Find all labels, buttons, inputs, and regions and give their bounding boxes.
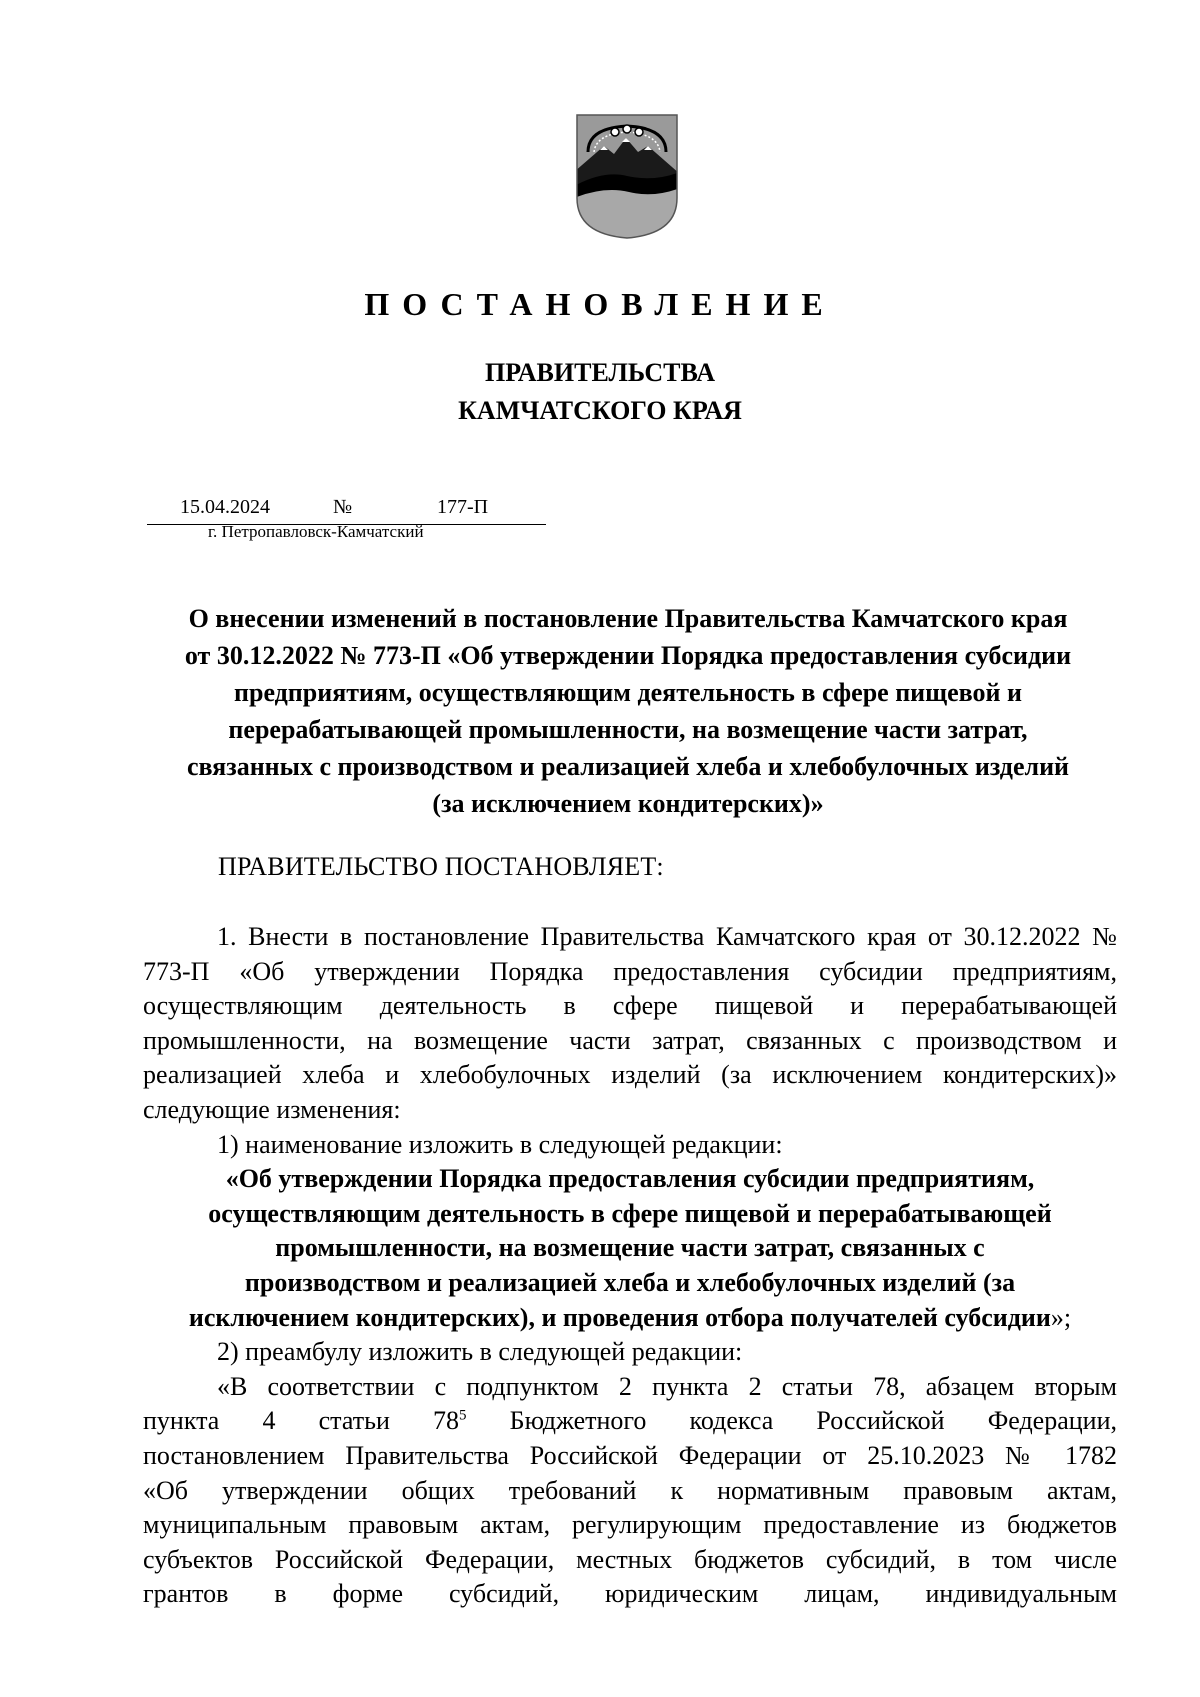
document-number: 177-П	[437, 496, 489, 518]
new-title-line: производством и реализацией хлеба и хлебобулочных изделий (за	[244, 1267, 1016, 1297]
subject-line: (за исключением кондитерских)»	[432, 789, 824, 818]
document-type-heading: ПОСТАНОВЛЕНИЕ	[364, 286, 836, 322]
preamble-line: субъектов Российской Федерации, местных бюджетов субсидий, в том числе	[143, 1544, 1117, 1574]
new-title-line: промышленности, на возмещение части затрат, связанных с	[275, 1233, 985, 1263]
preamble-line: постановлением Правительства Российской Федерации от 25.10.2023 № 1782	[143, 1440, 1117, 1470]
superscript-5: 5	[459, 1407, 467, 1424]
new-title-line: осуществляющим деятельность в сфере пищевой и перерабатывающей	[208, 1198, 1052, 1228]
new-title-tail: »;	[1050, 1302, 1072, 1332]
subject-line: перерабатывающей промышленности, на возмещение части затрат,	[228, 715, 1028, 744]
issuer-line: КАМЧАТСКОГО КРАЯ	[458, 396, 742, 425]
issuer-heading	[0, 354, 1200, 430]
preamble-line: «Об утверждении общих требований к нормативным правовым актам,	[143, 1475, 1117, 1505]
new-title-line: исключением кондитерских), и проведения отбора получателей субсидии	[188, 1302, 1051, 1332]
subitem-2-paragraph: 2) преамбулу изложить в следующей редакции:	[217, 1337, 743, 1367]
decree-statement: ПРАВИТЕЛЬСТВО ПОСТАНОВЛЯЕТ:	[218, 852, 664, 881]
document-subject	[140, 600, 1116, 822]
document-date: 15.04.2024	[180, 496, 270, 518]
document-body	[143, 920, 1117, 1612]
preamble-line	[143, 1404, 1117, 1439]
preamble-text: пункта 4 статьи 78	[143, 1406, 460, 1436]
subject-line: от 30.12.2022 № 773-П «Об утверждении Порядка предоставления субсидии	[184, 641, 1072, 670]
date-number-line	[147, 494, 546, 525]
preamble-paragraph	[143, 1370, 1117, 1612]
new-title-line: «Об утверждении Порядка предоставления субсидии предприятиям,	[225, 1164, 1035, 1194]
subject-line: связанных с производством и реализацией хлеба и хлебобулочных изделий	[186, 752, 1070, 781]
number-sign: №	[333, 496, 353, 518]
preamble-line: грантов в форме субсидий, юридическим лицам, индивидуальным	[143, 1579, 1117, 1609]
document-place: г. Петропавловск-Камчатский	[208, 522, 424, 541]
item-1-paragraph: 1. Внести в постановление Правительства Камчатского края от 30.12.2022 № 773-П «Об утверждении Порядка предоставления субсидии предприятиям, осуществляющим деятельность в сфере пищевой и перерабатывающей промышленности, на возмещение части затрат, связанных с производством и реализацией хлеба и хлебобулочных изделий (за исключением кондитерских)» следующие изменения:	[143, 922, 1117, 1124]
subject-line: предприятиям, осуществляющим деятельность в сфере пищевой и	[234, 678, 1022, 707]
issuer-line: ПРАВИТЕЛЬСТВА	[485, 358, 715, 387]
preamble-line: муниципальным правовым актам, регулирующим предоставление из бюджетов	[143, 1510, 1117, 1540]
coat-of-arms-emblem	[574, 112, 680, 240]
subitem-1-paragraph: 1) наименование изложить в следующей редакции:	[217, 1129, 783, 1159]
new-title-paragraph	[143, 1162, 1117, 1335]
subject-line: О внесении изменений в постановление Правительства Камчатского края	[188, 604, 1068, 633]
preamble-text: Бюджетного кодекса Российской Федерации,	[466, 1406, 1117, 1436]
preamble-line: «В соответствии с подпунктом 2 пункта 2 статьи 78, абзацем вторым	[217, 1371, 1117, 1401]
